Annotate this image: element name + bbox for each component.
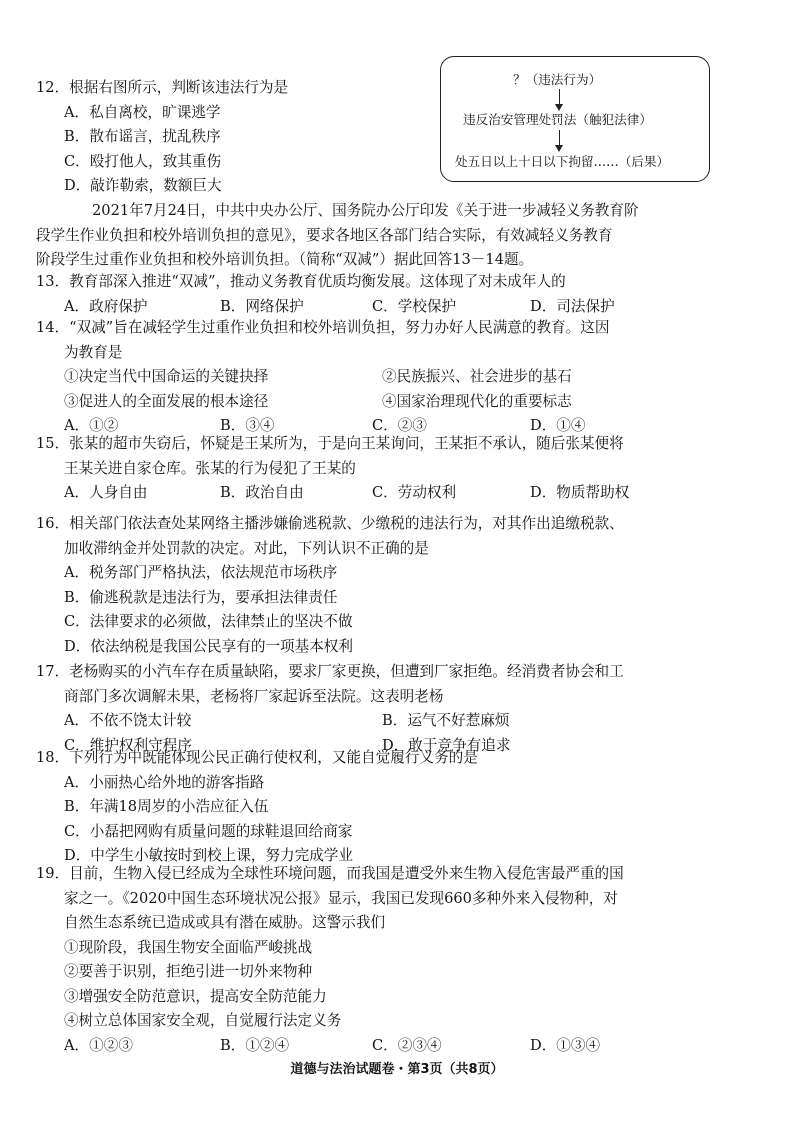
q15-option-b: B．政治自由 xyxy=(220,484,304,501)
question-19-stem-line-3: 自然生态系统已造成或具有潜在威胁。这警示我们 xyxy=(64,914,386,931)
q18-option-b: B．年满18周岁的小浩应征入伍 xyxy=(64,798,269,815)
q14-option-d: D．①④ xyxy=(530,417,586,434)
q17-options-row-1 xyxy=(36,709,764,734)
question-15-stem-line-1: 15．张某的超市失窃后，怀疑是王某所为，于是向王某询问，王某拒不承认，随后张某便将 xyxy=(36,435,624,452)
q14-option-a: A．①② xyxy=(64,417,119,434)
q17-option-d: D．敢于竞争有追求 xyxy=(382,736,511,754)
question-16 xyxy=(36,512,764,659)
q15-option-c: C．劳动权利 xyxy=(372,484,457,501)
q17-option-c: C．维护权利守程序 xyxy=(64,736,192,754)
q12-option-b: B．散布谣言，扰乱秩序 xyxy=(64,128,221,145)
q16-option-a: A．税务部门严格执法，依法规范市场秩序 xyxy=(64,564,338,581)
diagram-arrow-1 xyxy=(559,89,560,109)
question-16-stem-line-2: 加收滞纳金并处罚款的决定。对此，下列认识不正确的是 xyxy=(64,539,429,557)
passage-line-1: 2021年7月24日，中共中央办公厅、国务院办公厅印发《关于进一步减轻义务教育阶 xyxy=(92,202,639,219)
q14-option-c: C．②③ xyxy=(372,417,427,434)
q12-option-a: A．私自离校，旷课逃学 xyxy=(64,103,221,121)
q16-option-d: D．依法纳税是我国公民享有的一项基本权利 xyxy=(64,637,353,655)
passage-line-3: 阶段学生过重作业负担和校外培训负担。（简称“双减”）据此回答13－14题。 xyxy=(36,251,534,268)
q17-option-b: B．运气不好惹麻烦 xyxy=(382,712,510,729)
q12-option-c: C．殴打他人，致其重伤 xyxy=(64,152,222,170)
q16-option-b: B．偷逃税款是违法行为，要承担法律责任 xyxy=(64,588,338,606)
q13-option-c: C．学校保护 xyxy=(372,297,457,315)
q14-option-b: B．③④ xyxy=(220,417,275,434)
diagram-arrow-2 xyxy=(559,130,560,150)
q14-items-row-1 xyxy=(36,365,764,390)
q13-option-a: A．政府保护 xyxy=(64,297,148,315)
question-12-stem: 12．根据右图所示，判断该违法行为是 xyxy=(36,79,289,96)
q19-item-4: ④树立总体国家安全观，自觉履行法定义务 xyxy=(64,1012,342,1029)
q18-option-c: C．小磊把网购有质量问题的球鞋退回给商家 xyxy=(64,822,353,840)
q18-option-a: A．小丽热心给外地的游客指路 xyxy=(64,773,265,791)
q14-item-4: ④国家治理现代化的重要标志 xyxy=(382,392,572,410)
q18-option-d: D．中学生小敏按时到校上课，努力完成学业 xyxy=(64,847,353,864)
question-19 xyxy=(36,862,764,1058)
q17-option-a: A．不依不饶太计较 xyxy=(64,712,192,729)
question-14-stem-line-1: 14．“双减”旨在减轻学生过重作业负担和校外培训负担，努力办好人民满意的教育。这因 xyxy=(36,319,610,336)
question-15-stem-line-2: 王某关进自家仓库。张某的行为侵犯了王某的 xyxy=(64,459,356,477)
diagram-middle-node: 违反治安管理处罚法（触犯法律） xyxy=(463,112,652,127)
question-19-stem-line-1: 19．目前，生物入侵已经成为全球性环境问题，而我国是遭受外来生物入侵危害最严重的国 xyxy=(36,865,624,882)
violation-flow-diagram xyxy=(440,56,710,182)
q14-item-2: ②民族振兴、社会进步的基石 xyxy=(382,368,572,385)
question-17-stem-line-2: 商部门多次调解未果，老杨将厂家起诉至法院。这表明老杨 xyxy=(64,687,444,705)
diagram-bottom-node: 处五日以上十日以下拘留……（后果） xyxy=(455,154,670,169)
q19-option-c: C．②③④ xyxy=(372,1036,442,1054)
question-14-stem-line-2: 为教育是 xyxy=(64,343,123,361)
question-18 xyxy=(36,746,764,869)
q16-option-c: C．法律要求的必须做，法律禁止的坚决不做 xyxy=(64,613,353,630)
question-19-stem-line-2: 家之一。《2020中国生态环境状况公报》显示，我国已发现660多种外来入侵物种，对 xyxy=(64,889,618,907)
page-footer: 道德与法治试题卷・第3页（共8页） xyxy=(290,1062,504,1077)
q19-item-2: ②要善于识别，拒绝引进一切外来物种 xyxy=(64,963,313,980)
q19-option-d: D．①③④ xyxy=(530,1036,601,1054)
q15-options xyxy=(36,481,764,506)
passage-line-2: 段学生作业负担和校外培训负担的意见》，要求各地区各部门结合实际，有效减轻义务教育 xyxy=(36,226,613,244)
question-14 xyxy=(36,316,764,439)
q19-item-3: ③增强安全防范意识，提高安全防范能力 xyxy=(64,987,327,1005)
q19-item-1: ①现阶段，我国生物安全面临严峻挑战 xyxy=(64,938,313,956)
q19-options xyxy=(36,1034,764,1059)
passage-13-14 xyxy=(36,199,764,273)
q19-option-a: A．①②③ xyxy=(64,1036,133,1054)
q14-item-1: ①决定当代中国命运的关键抉择 xyxy=(64,368,269,385)
question-17 xyxy=(36,660,764,758)
q15-option-a: A．人身自由 xyxy=(64,484,148,501)
question-16-stem-line-1: 16．相关部门依法查处某网络主播涉嫌偷逃税款、少缴税的违法行为，对其作出追缴税款、 xyxy=(36,515,624,532)
question-18-stem: 18．下列行为中既能体现公民正确行使权利，又能自觉履行义务的是 xyxy=(36,749,478,766)
q15-option-d: D．物质帮助权 xyxy=(530,484,630,501)
diagram-top-node: ？（违法行为） xyxy=(513,72,602,87)
question-17-stem-line-1: 17．老杨购买的小汽车存在质量缺陷，要求厂家更换，但遭到厂家拒绝。经消费者协会和工 xyxy=(36,663,624,680)
question-13 xyxy=(36,270,764,319)
q14-items-row-2 xyxy=(36,390,764,415)
q12-option-d: D．敲诈勒索，数额巨大 xyxy=(64,177,222,194)
q13-option-d: D．司法保护 xyxy=(530,297,615,315)
q13-option-b: B．网络保护 xyxy=(220,297,304,315)
q19-option-b: B．①②④ xyxy=(220,1036,290,1054)
q14-item-3: ③促进人的全面发展的根本途径 xyxy=(64,392,269,410)
question-15 xyxy=(36,432,764,506)
question-13-stem: 13．教育部深入推进“双减”，推动义务教育优质均衡发展。这体现了对未成年人的 xyxy=(36,273,566,290)
